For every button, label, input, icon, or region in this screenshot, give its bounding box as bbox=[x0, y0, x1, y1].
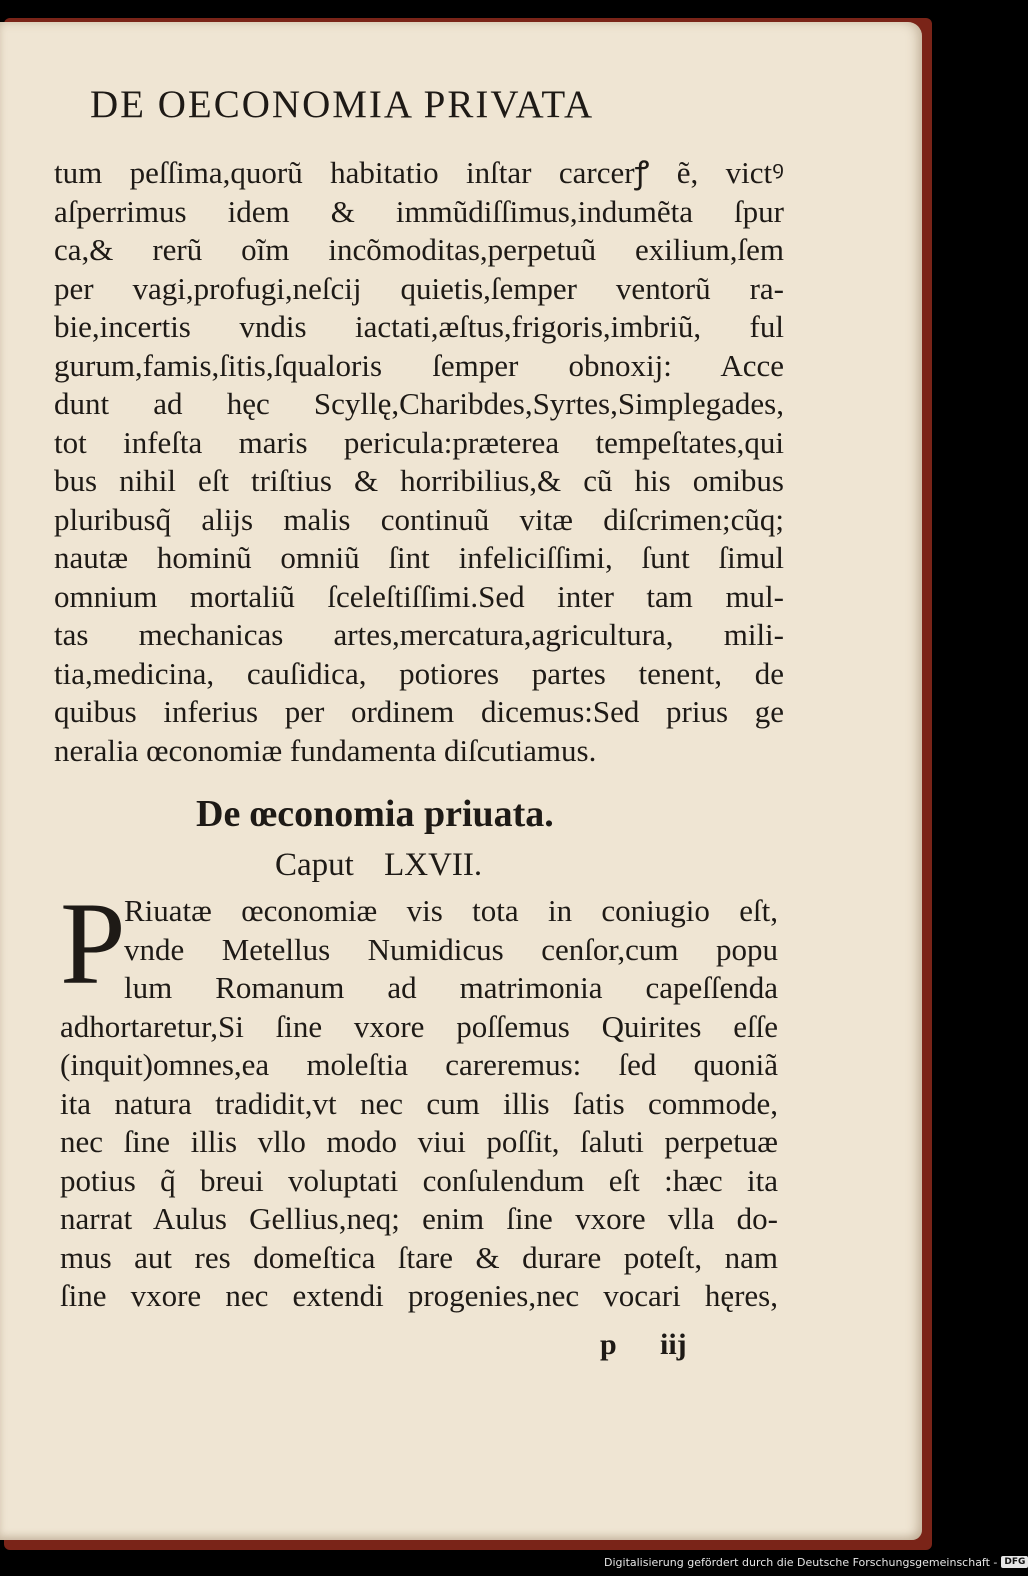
text-line: neralia œconomiæ fundamenta diſcutiamus. bbox=[54, 732, 597, 768]
text-line: gurum,famis,ſitis,ſqualoris ſemper obnoxij: Acce bbox=[54, 347, 784, 383]
text-line: quibus inferius per ordinem dicemus:Sed prius ge bbox=[54, 694, 784, 729]
text-line: dunt ad hęc Scyllę,Charibdes,Syrtes,Simplegades, bbox=[54, 386, 784, 421]
text-line: per vagi,profugi,neſcij quietis,ſemper ventorũ ra- bbox=[54, 270, 784, 306]
text-line: Riuatæ œconomiæ vis tota in coniugio eſt, bbox=[124, 893, 778, 928]
text-line: lum Romanum ad matrimonia capeſſenda bbox=[124, 970, 778, 1005]
text-line: ſine vxore nec extendi progenies,nec vocari hęres, bbox=[60, 1278, 778, 1313]
running-head: DE OECONOMIA PRIVATA bbox=[90, 83, 595, 126]
signature-mark: p bbox=[600, 1328, 617, 1361]
digitization-credit bbox=[604, 1552, 1026, 1572]
text-line: omnium mortaliũ ſceleſtiſſimi.Sed inter tam mul- bbox=[54, 578, 784, 614]
book-page bbox=[0, 22, 922, 1540]
text-line: (inquit)omnes,ea moleſtia careremus: ſed quoniã bbox=[60, 1047, 778, 1082]
chapter-paragraph bbox=[60, 878, 778, 1316]
text-line: mus aut res domeſtica ſtare & durare poteſt, nam bbox=[60, 1239, 778, 1275]
text-line: tas mechanicas artes,mercatura,agricultura, mili- bbox=[54, 617, 784, 652]
chapter-number: Caput LXVII. bbox=[275, 847, 483, 883]
text-line: tum peſſima,quorũ habitatio inſtar carcerꝭ ẽ, victꝰ bbox=[54, 155, 784, 190]
credit-text: Digitalisierung gefördert durch die Deutsche Forschungsgemeinschaft - bbox=[604, 1555, 998, 1569]
text-line: potius q̃ breui voluptati conſulendum eſt :hæc ita bbox=[60, 1162, 778, 1198]
text-line: pluribusq̃ alijs malis continuũ vitæ diſcrimen;cũq; bbox=[54, 501, 784, 537]
drop-cap-initial: P bbox=[60, 878, 126, 1009]
text-line: aſperrimus idem & immũdiſſimus,indumẽta ſpur bbox=[54, 193, 784, 229]
text-line: adhortaretur,Si ſine vxore poſſemus Quirites eſſe bbox=[60, 1008, 778, 1044]
text-line: bus nihil eſt triſtius & horribilius,& cũ his omibus bbox=[54, 463, 784, 498]
text-line: nautæ hominũ omniũ ſint infeliciſſimi, ſunt ſimul bbox=[54, 540, 784, 575]
text-line: ita natura tradidit,vt nec cum illis ſatis commode, bbox=[60, 1085, 778, 1121]
top-paragraph bbox=[54, 154, 784, 770]
text-line: vnde Metellus Numidicus cenſor,cum popu bbox=[124, 931, 778, 967]
text-line: narrat Aulus Gellius,neq; enim ſine vxore vlla do- bbox=[60, 1201, 778, 1236]
signature-number: iij bbox=[660, 1328, 687, 1361]
text-line: tia,medicina, cauſidica, potiores partes tenent, de bbox=[54, 655, 784, 691]
text-line: bie,incertis vndis iactati,æſtus,frigoris,imbriũ, ful bbox=[54, 309, 784, 344]
text-line: ca,& rerũ oĩm incõmoditas,perpetuũ exilium,ſem bbox=[54, 232, 784, 267]
text-line: nec ſine illis vllo modo viui poſſit, ſaluti perpetuæ bbox=[60, 1124, 778, 1159]
dfg-logo-icon: DFG bbox=[1001, 1556, 1028, 1568]
text-line: tot infeſta maris pericula:prӕterea tempeſtates,qui bbox=[54, 424, 784, 460]
chapter-title: De œconomia priuata. bbox=[196, 793, 554, 835]
